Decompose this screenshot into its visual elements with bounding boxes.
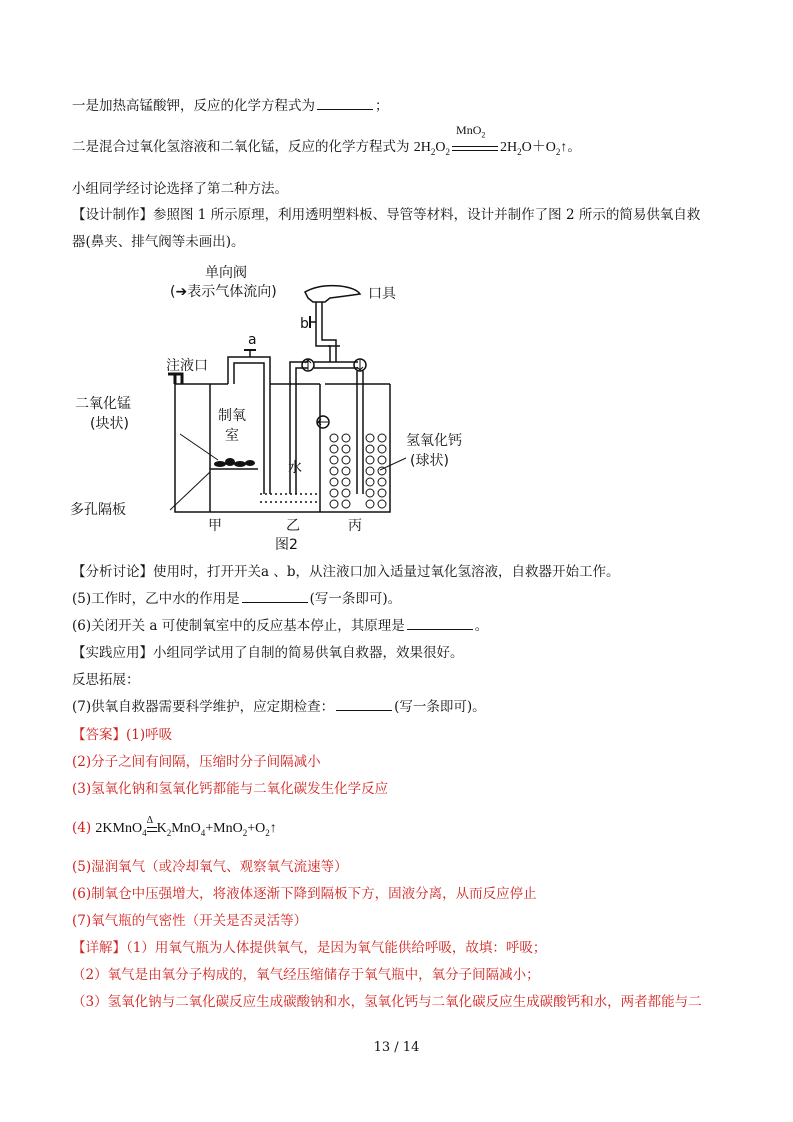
- caoh2-ball: [342, 434, 350, 442]
- label-mno2: 二氧化锰: [75, 396, 131, 412]
- eq-product: K: [156, 821, 167, 836]
- question-line-2: [72, 122, 581, 161]
- mouth-tube: [316, 302, 330, 362]
- answer-7: (7)氧气瓶的气密性（开关是否灵活等）: [72, 913, 308, 929]
- caoh2-ball: [342, 456, 350, 464]
- question-text: (7)供氧自救器需要科学维护，应定期检查：: [72, 699, 335, 715]
- question-line-8: [72, 617, 488, 635]
- question-line-5: 器(鼻夹、排气阀等未画出)。: [72, 234, 245, 250]
- detail-1: [72, 939, 546, 957]
- catalyst-arrow: MnO$_2$: [452, 143, 498, 153]
- answer-blank: [242, 590, 308, 603]
- caoh2-ball: [378, 456, 386, 464]
- label-mouthpiece: 口具: [368, 286, 396, 302]
- caoh2-ball: [366, 445, 374, 453]
- caoh2-ball: [366, 456, 374, 464]
- page-number: 13 / 14: [373, 1040, 420, 1055]
- eq-reactant: 2KMnO: [95, 821, 143, 836]
- caoh2-ball: [330, 500, 338, 508]
- label-inlet: 注液口: [166, 358, 208, 374]
- label-mno2-shape: (块状): [90, 416, 129, 432]
- caoh2-ball: [330, 434, 338, 442]
- question-line-6: 【分析讨论】使用时，打开开关a 、b，从注液口加入适量过氧化氢溶液，自救器开始工作。: [72, 564, 620, 580]
- label-bing: 丙: [348, 518, 362, 534]
- answer-2: (2)分子之间有间隔，压缩时分子间隔减小: [72, 754, 321, 770]
- punctuation: ；: [375, 98, 389, 114]
- caoh2-ball: [378, 445, 386, 453]
- answer-6: (6)制氧仓中压强增大，将液体逐渐下降到隔板下方，固液分离，从而反应停止: [72, 886, 537, 902]
- question-text: 一是加热高锰酸钾，反应的化学方程式为: [72, 98, 315, 114]
- label-caoh2: 氢氧化钙: [406, 433, 462, 449]
- answer-number: (4): [72, 820, 92, 836]
- eq-reactant: 2H: [413, 140, 431, 155]
- label-plate: 多孔隔板: [70, 502, 126, 518]
- caoh2-ball: [330, 456, 338, 464]
- eq-product: 2H: [500, 140, 518, 155]
- kmno4-equation: 2KMnO$_4$ Δ $K_2MnO_4+MnO_2+O_2↑$: [95, 821, 276, 836]
- caoh2-ball: [342, 467, 350, 475]
- label-switch-a: a: [248, 332, 257, 348]
- mouthpiece: [305, 286, 360, 302]
- caoh2-ball: [378, 489, 386, 497]
- question-line-3: 小组同学经讨论选择了第二种方法。: [72, 181, 288, 197]
- label-chamber-2: 室: [225, 428, 239, 444]
- question-line-10: 反思拓展：: [72, 672, 140, 688]
- answer-5: (5)湿润氧气（或冷却氧气、观察氧气流速等）: [72, 859, 348, 875]
- caoh2-ball: [366, 434, 374, 442]
- heat-arrow: [146, 814, 157, 834]
- mno2-blocks: [214, 458, 255, 467]
- h2o2-equation: $2H_2O_2$ MnO$_2$ $2H_2O+O_2↑$: [413, 122, 568, 157]
- caoh2-ball: [378, 434, 386, 442]
- label-chamber-1: 制氧: [218, 408, 246, 424]
- caoh2-ball: [342, 500, 350, 508]
- apparatus-figure: [70, 262, 480, 553]
- inlet-port: [168, 374, 182, 384]
- caoh2-ball: [366, 467, 374, 475]
- caoh2-ball: [378, 478, 386, 486]
- question-line-11: [72, 698, 486, 716]
- caoh2-ball: [342, 489, 350, 497]
- catalyst-label: MnO: [456, 122, 482, 137]
- question-line-4: 【设计制作】参照图 1 所示原理，利用透明塑料板、导管等材料，设计并制作了图 2 所示的简易供氧自救: [72, 207, 701, 223]
- figure-caption: 图2: [275, 537, 298, 553]
- answer-1: 【答案】(1)呼吸: [72, 727, 173, 743]
- label-valve-note: (➔表示气体流向): [170, 284, 277, 300]
- caoh2-ball: [330, 467, 338, 475]
- answer-3: (3)氢氧化钠和氢氧化钙都能与二氧化碳发生化学反应: [72, 781, 389, 797]
- question-line-9: 【实践应用】小组同学试用了自制的简易供氧自救器，效果很好。: [72, 645, 464, 661]
- question-line-7: [72, 590, 401, 608]
- detail-2: （2）氧气是由氧分子构成的，氧气经压缩储存于氧气瓶中，氧分子间隔减小；: [72, 967, 540, 983]
- caoh2-ball: [330, 445, 338, 453]
- caoh2-ball: [342, 445, 350, 453]
- caoh2-ball: [330, 489, 338, 497]
- label-jia: 甲: [208, 518, 222, 534]
- caoh2-ball: [366, 489, 374, 497]
- question-text: (写一条即可)。: [309, 591, 402, 607]
- question-text: 二是混合过氧化氢溶液和二氧化锰，反应的化学方程式为: [72, 139, 410, 155]
- caoh2-ball: [330, 478, 338, 486]
- answer-blank: [336, 698, 392, 711]
- caoh2-balls: [330, 434, 386, 508]
- detail-3: （3）氢氧化钠与二氧化碳反应生成碳酸钠和水，氢氧化钙与二氧化碳反应生成碳酸钙和水，两者都能与二: [72, 994, 702, 1010]
- question-text: (写一条即可)。: [394, 699, 486, 715]
- caoh2-ball: [366, 500, 374, 508]
- punctuation: 。: [567, 139, 581, 155]
- caoh2-ball: [366, 478, 374, 486]
- caoh2-ball: [342, 478, 350, 486]
- question-line-1: [72, 97, 389, 115]
- heat-symbol: Δ: [146, 814, 154, 826]
- answer-4: [72, 814, 277, 842]
- detail-tag: 【详解】: [72, 940, 126, 956]
- answer-blank: [317, 97, 373, 110]
- answer-blank: [407, 617, 473, 630]
- label-caoh2-shape: (球状): [410, 453, 449, 469]
- detail-text: （1）用氧气瓶为人体提供氧气，是因为氧气能供给呼吸，故填：呼吸；: [126, 940, 547, 956]
- label-valve: 单向阀: [205, 265, 247, 281]
- label-water: 水: [288, 460, 302, 476]
- question-text: (6)关闭开关 a 可使制氧室中的反应基本停止，其原理是: [72, 618, 405, 634]
- question-text: 。: [474, 618, 489, 634]
- question-text: (5)工作时，乙中水的作用是: [72, 591, 240, 607]
- label-switch-b: b: [300, 316, 309, 332]
- label-yi: 乙: [286, 518, 300, 534]
- caoh2-ball: [378, 500, 386, 508]
